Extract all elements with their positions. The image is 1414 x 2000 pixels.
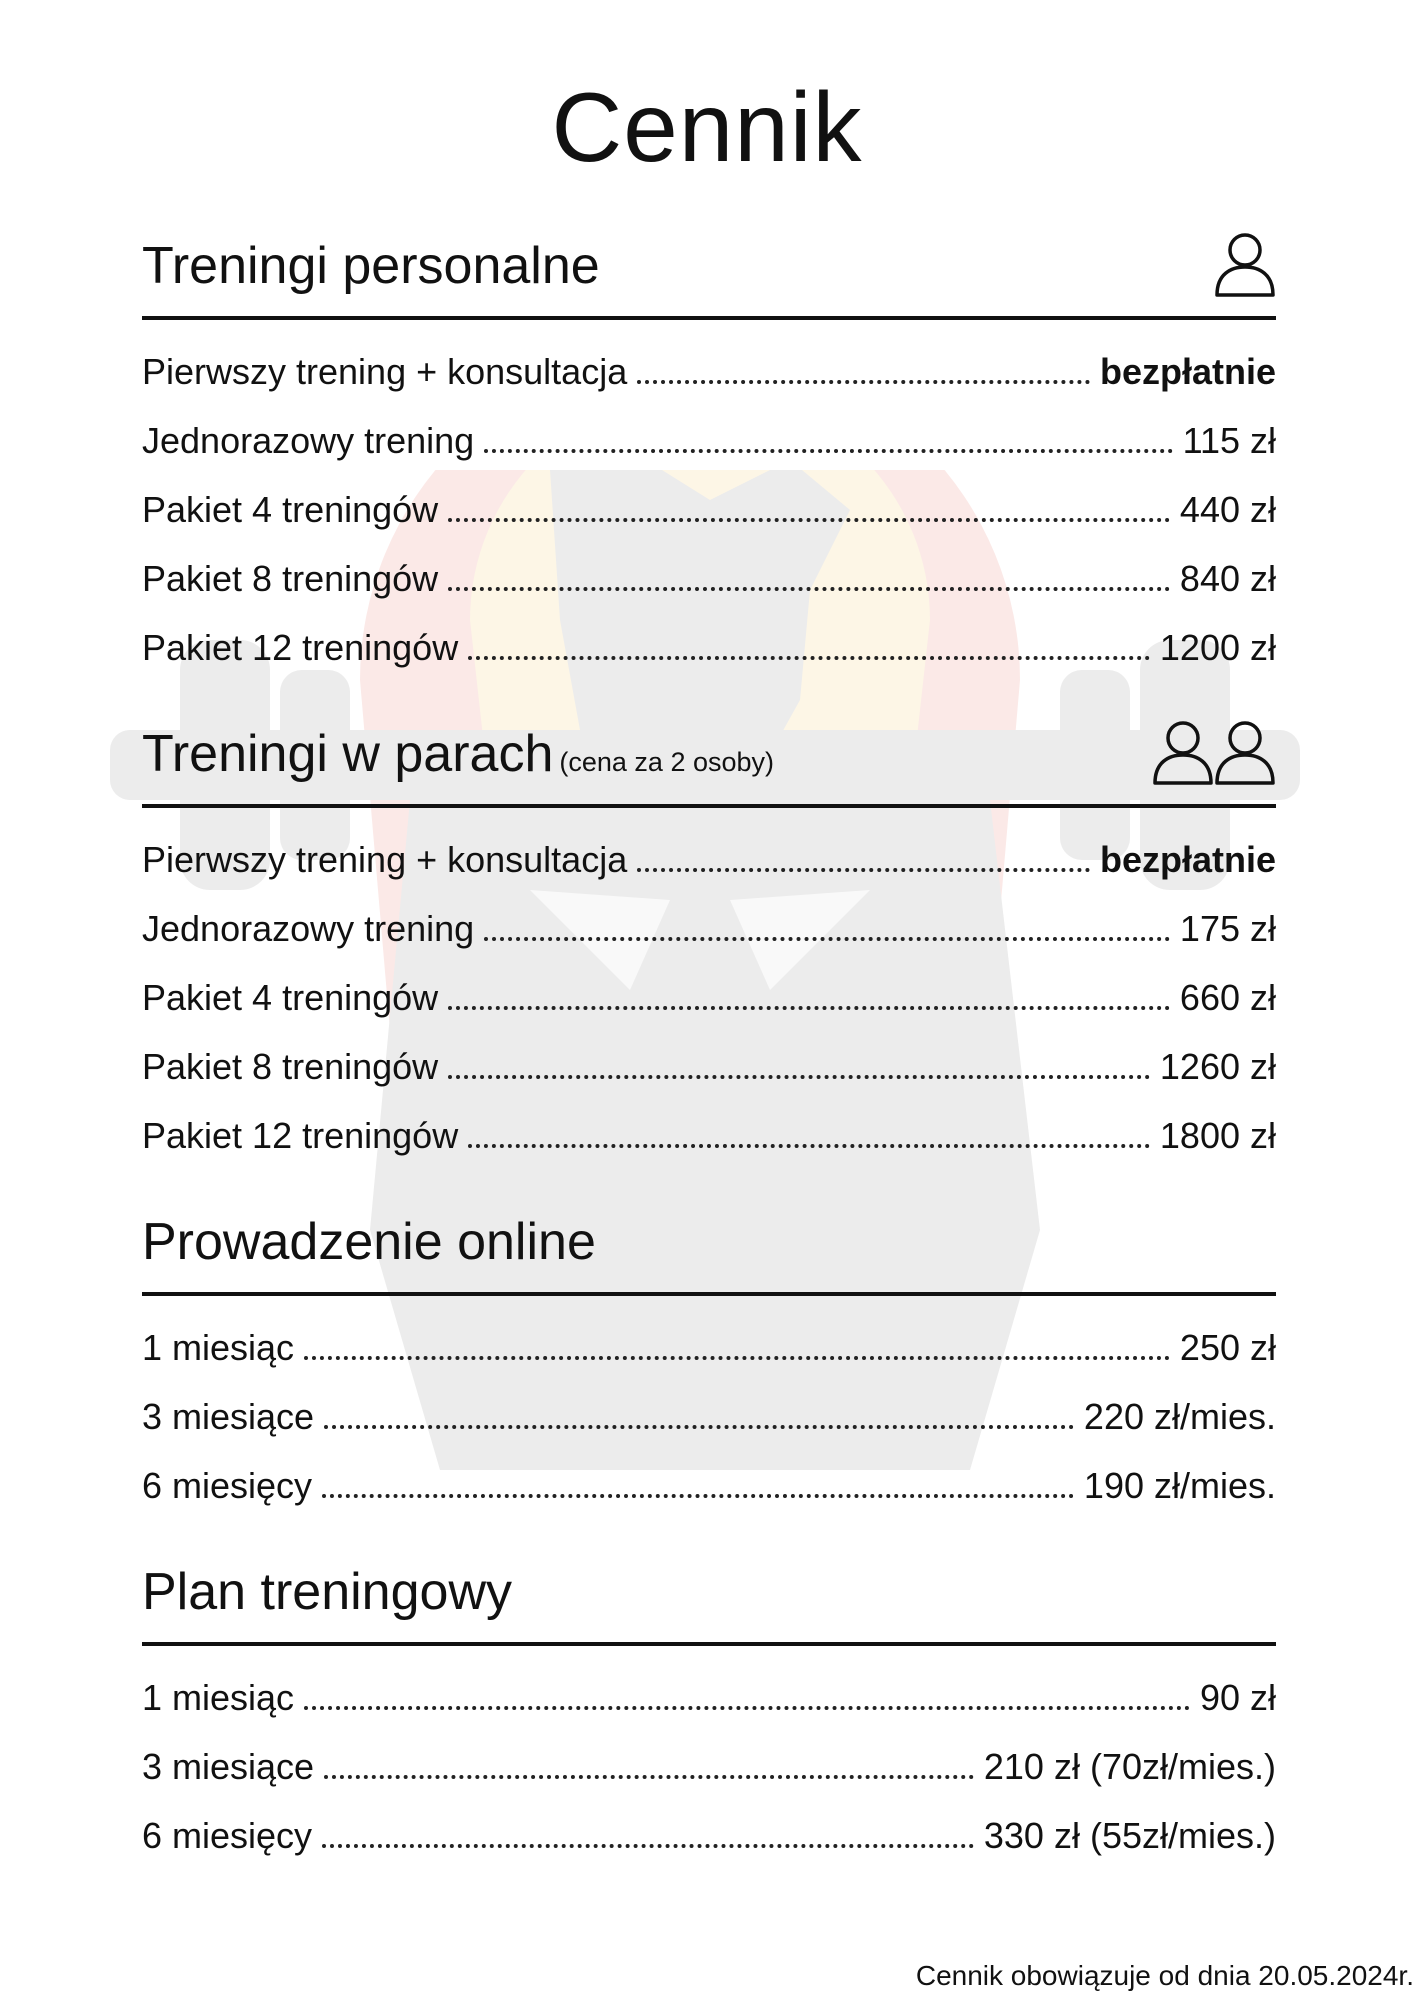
row-price: bezpłatnie bbox=[1099, 351, 1276, 392]
price-row bbox=[142, 1327, 1276, 1399]
section-title: Prowadzenie online bbox=[142, 1213, 596, 1271]
price-list bbox=[142, 1646, 1276, 1887]
row-price: 250 zł bbox=[1179, 1327, 1276, 1368]
row-price: 1200 zł bbox=[1159, 627, 1276, 668]
dot-leader bbox=[448, 1006, 1170, 1010]
row-label: Pierwszy trening + konsultacja bbox=[142, 839, 628, 880]
dot-leader bbox=[448, 1075, 1150, 1079]
section-header bbox=[142, 1196, 1276, 1296]
dot-leader bbox=[484, 937, 1170, 941]
section-divider bbox=[142, 804, 1276, 808]
price-row bbox=[142, 839, 1276, 911]
dot-leader bbox=[468, 1144, 1150, 1148]
dot-leader bbox=[304, 1356, 1170, 1360]
price-row bbox=[142, 351, 1276, 423]
dot-leader bbox=[484, 449, 1172, 453]
row-price: bezpłatnie bbox=[1099, 839, 1276, 880]
row-price: 1260 zł bbox=[1159, 1046, 1276, 1087]
row-label: Pakiet 12 treningów bbox=[142, 1115, 459, 1156]
section-header bbox=[142, 220, 1276, 320]
row-price: 440 zł bbox=[1179, 489, 1276, 530]
dot-leader bbox=[324, 1775, 974, 1779]
row-label: Pakiet 8 treningów bbox=[142, 558, 439, 599]
price-row bbox=[142, 1746, 1276, 1818]
price-row bbox=[142, 1046, 1276, 1118]
section-header bbox=[142, 708, 1276, 808]
price-row bbox=[142, 977, 1276, 1049]
section-training-plan bbox=[142, 1546, 1276, 1887]
row-price: 115 zł bbox=[1182, 420, 1276, 461]
section-online-coaching bbox=[142, 1196, 1276, 1537]
dot-leader bbox=[324, 1425, 1074, 1429]
row-label: Pakiet 4 treningów bbox=[142, 489, 439, 530]
row-label: 3 miesiące bbox=[142, 1746, 315, 1787]
section-title: Treningi personalne bbox=[142, 237, 600, 295]
price-row bbox=[142, 1115, 1276, 1187]
dot-leader bbox=[637, 380, 1090, 384]
row-label: 3 miesiące bbox=[142, 1396, 315, 1437]
price-row bbox=[142, 1815, 1276, 1887]
price-row bbox=[142, 1396, 1276, 1468]
row-label: Pakiet 8 treningów bbox=[142, 1046, 439, 1087]
row-price: 660 zł bbox=[1179, 977, 1276, 1018]
section-header bbox=[142, 1546, 1276, 1646]
section-divider bbox=[142, 1292, 1276, 1296]
dot-leader bbox=[468, 656, 1150, 660]
row-price: 190 zł/mies. bbox=[1083, 1465, 1276, 1506]
price-list bbox=[142, 320, 1276, 699]
row-price: 175 zł bbox=[1179, 908, 1276, 949]
row-label: Jednorazowy trening bbox=[142, 420, 475, 461]
dot-leader bbox=[322, 1494, 1074, 1498]
dot-leader bbox=[448, 518, 1170, 522]
row-price: 840 zł bbox=[1179, 558, 1276, 599]
row-label: Jednorazowy trening bbox=[142, 908, 475, 949]
price-row bbox=[142, 489, 1276, 561]
dot-leader bbox=[322, 1844, 974, 1848]
row-label: Pierwszy trening + konsultacja bbox=[142, 351, 628, 392]
row-price: 210 zł (70zł/mies.) bbox=[983, 1746, 1276, 1787]
row-label: 1 miesiąc bbox=[142, 1677, 295, 1718]
row-label: Pakiet 12 treningów bbox=[142, 627, 459, 668]
person-icon bbox=[1214, 232, 1276, 298]
row-price: 330 zł (55zł/mies.) bbox=[983, 1815, 1276, 1856]
section-personal-training bbox=[142, 220, 1276, 699]
price-row bbox=[142, 1465, 1276, 1537]
price-row bbox=[142, 558, 1276, 630]
section-title-text: Treningi w parach bbox=[142, 725, 554, 783]
two-persons-icon bbox=[1152, 720, 1276, 786]
page-title: Cennik bbox=[551, 72, 863, 182]
section-divider bbox=[142, 316, 1276, 320]
dot-leader bbox=[448, 587, 1170, 591]
row-label: 6 miesięcy bbox=[142, 1465, 313, 1506]
section-note: (cena za 2 osoby) bbox=[559, 747, 775, 777]
price-list bbox=[142, 808, 1276, 1187]
price-row bbox=[142, 1677, 1276, 1749]
section-pair-training bbox=[142, 708, 1276, 1187]
price-list bbox=[142, 1296, 1276, 1537]
price-row bbox=[142, 420, 1276, 492]
row-price: 220 zł/mies. bbox=[1083, 1396, 1276, 1437]
row-label: 6 miesięcy bbox=[142, 1815, 313, 1856]
section-title bbox=[142, 725, 775, 783]
row-price: 90 zł bbox=[1199, 1677, 1276, 1718]
row-label: 1 miesiąc bbox=[142, 1327, 295, 1368]
price-row bbox=[142, 627, 1276, 699]
price-row bbox=[142, 908, 1276, 980]
row-label: Pakiet 4 treningów bbox=[142, 977, 439, 1018]
dot-leader bbox=[304, 1706, 1190, 1710]
validity-note: Cennik obowiązuje od dnia 20.05.2024r. bbox=[915, 1960, 1414, 1991]
dot-leader bbox=[637, 868, 1090, 872]
row-price: 1800 zł bbox=[1159, 1115, 1276, 1156]
section-title: Plan treningowy bbox=[142, 1563, 512, 1621]
section-divider bbox=[142, 1642, 1276, 1646]
